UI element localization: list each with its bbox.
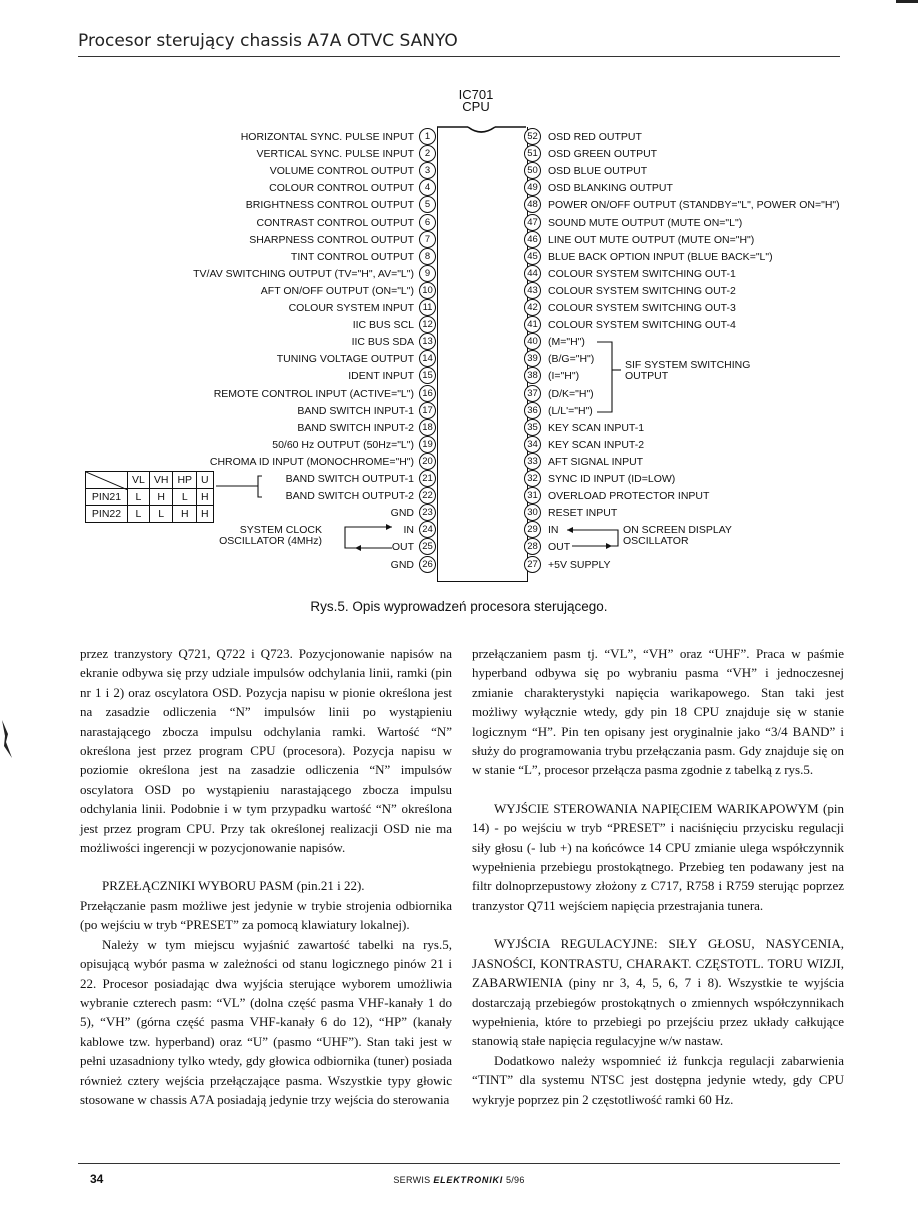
pin-number: 52: [524, 128, 541, 145]
ic-label: IC701: [458, 87, 494, 102]
pin-label: KEY SCAN INPUT-1: [548, 421, 645, 434]
pin-label: IIC BUS SCL: [352, 319, 414, 332]
left-text-column: [80, 644, 452, 1109]
pin-number: 23: [419, 504, 436, 521]
pin-number: 2: [419, 145, 436, 162]
pin-label: TV/AV SWITCHING OUTPUT (TV="H", AV="L"): [193, 267, 414, 280]
pin-number: 38: [524, 367, 541, 384]
table-header: VH: [149, 472, 173, 489]
pin-label: IN: [403, 524, 414, 537]
paragraph: Należy w tym miejscu wyjaśnić zawartość tabelki na rys.5, opisującą wybór pasma w zależności od stanu logicznego pinów 21 i 22. Procesor posiadając dwa wyjścia sterujące wyborem umożliwia wybranie czterech pasm: “VL” (dolna część pasma VHF-kanały 1 do 5), “VH” (górna część pasma VHF-kanały 6 do 12), “HP” (kanały kablowe tzw. hyperband) oraz “U” (pasmo “UHF”). Stan taki jest w pełni uzasadniony tylko wtedy, gdy głowica odbiornika (tuner) posiada również cztery wejścia przełączające pasma. Wszystkie typy głowic stosowane w chassis A7A posiadają jedynie trzy wejścia do sterowania: [80, 936, 452, 1107]
table-cell: H: [149, 489, 173, 506]
pin-number: 45: [524, 248, 541, 265]
system-clock-label-2: OSCILLATOR (4MHz): [219, 535, 322, 547]
table-row-pin: PIN22: [86, 506, 128, 523]
pin-label: IIC BUS SDA: [351, 336, 414, 349]
pin-number: 46: [524, 231, 541, 248]
pin-number: 14: [419, 350, 436, 367]
pin-label: (I="H"): [548, 370, 580, 383]
pin-label: TINT CONTROL OUTPUT: [290, 250, 414, 263]
pin-number: 29: [524, 521, 541, 538]
pin-number: 40: [524, 333, 541, 350]
magazine-issue: 5/96: [505, 1175, 525, 1185]
pin-label: OSD BLUE OUTPUT: [548, 165, 648, 178]
section-heading: PRZEŁĄCZNIKI WYBORU PASM (pin.21 i 22).: [102, 878, 365, 894]
pin-label: COLOUR CONTROL OUTPUT: [269, 182, 414, 195]
pin-label: GND: [390, 558, 414, 571]
pin-number: 28: [524, 538, 541, 555]
band-selection-table: [85, 471, 214, 523]
sif-group-label: SIF SYSTEM SWITCHING: [625, 359, 751, 371]
table-corner-cell: [86, 472, 128, 489]
pin-number: 33: [524, 453, 541, 470]
pin-label: OSD GREEN OUTPUT: [548, 148, 658, 161]
pin-number: 13: [419, 333, 436, 350]
table-header: U: [197, 472, 214, 489]
pin-number: 11: [419, 299, 436, 316]
pin-label: TUNING VOLTAGE OUTPUT: [276, 353, 414, 366]
pin-number: 8: [419, 248, 436, 265]
magazine-name: ELEKTRONIKI: [433, 1175, 504, 1185]
pin-label: IDENT INPUT: [348, 370, 414, 383]
pin-number: 6: [419, 214, 436, 231]
pin-label: CHROMA ID INPUT (MONOCHROME="H"): [209, 455, 414, 468]
system-clock-label: SYSTEM CLOCK: [239, 524, 322, 536]
table-cell: L: [128, 489, 150, 506]
paragraph: Dodatkowo należy wspomnieć iż funkcja regulacji zabarwienia “TINT” dla systemu NTSC jest dostępna jedynie wtedy, gdy CPU wykryje poprzez pin 2 częstotliwość ramki 60 Hz.: [472, 1052, 844, 1107]
pin-label: COLOUR SYSTEM SWITCHING OUT-2: [548, 284, 736, 297]
pin-label: COLOUR SYSTEM SWITCHING OUT-4: [548, 319, 736, 332]
pin-label: LINE OUT MUTE OUTPUT (MUTE ON="H"): [548, 233, 755, 246]
pin-label: OSD BLANKING OUTPUT: [548, 182, 673, 195]
table-row: [86, 489, 214, 506]
paragraph: WYJŚCIA REGULACYJNE: SIŁY GŁOSU, NASYCENIA, JASNOŚCI, KONTRASTU, CHARAKT. CZĘSTOTL. TORU WIZJI, ZABARWIENIA (piny nr 3, 4, 5, 6, 7 i 8). Wszystkie te wyjścia dostarczają przebiegów prostokątnych o zmiennych współczynnikach wypełnienia, które to przebiegi po przejściu przez układy całkujące stanowią stałe napięcia regulacyjne w/w nastaw.: [472, 936, 844, 1049]
pin-number: 7: [419, 231, 436, 248]
pin-label: GND: [390, 507, 414, 520]
pin-label: COLOUR SYSTEM SWITCHING OUT-1: [548, 267, 736, 280]
pin-number: 37: [524, 385, 541, 402]
ic-sublabel: CPU: [462, 99, 490, 114]
paragraph: WYJŚCIE STEROWANIA NAPIĘCIEM WARIKAPOWYM (pin 14) - po wejściu w tryb “PRESET” i naciśnięciu przycisku regulacji siły głosu (- lub +) na końcówce 14 CPU zmianie ulega współczynnik wypełnienia przebiegu prostokątnego. Przebieg ten podawany jest na filtr dolnoprzepustowy złożony z C717, R758 i R759 sterując poprzez tranzystor Q711 wejściem napięcia przestrajania tunera.: [472, 800, 844, 913]
diagonal-line-icon: [86, 472, 128, 490]
pin-number: 9: [419, 265, 436, 282]
pin-number: 21: [419, 470, 436, 487]
pin-label: BAND SWITCH INPUT-2: [297, 421, 414, 434]
table-cell: L: [128, 506, 150, 523]
footer-rule: [78, 1163, 840, 1164]
page-header-title: Procesor sterujący chassis A7A OTVC SANYO: [78, 31, 458, 51]
pin-label: COLOUR SYSTEM INPUT: [288, 302, 414, 314]
pin-number: 32: [524, 470, 541, 487]
pin-number: 44: [524, 265, 541, 282]
pin-label: +5V SUPPLY: [548, 558, 611, 571]
pin-number: 43: [524, 282, 541, 299]
pin-label: BLUE BACK OPTION INPUT (BLUE BACK="L"): [548, 250, 773, 263]
table-cell: H: [173, 506, 197, 523]
pin-label: BAND SWITCH OUTPUT-1: [285, 473, 414, 485]
paragraph: Przełączanie pasm możliwe jest jedynie w trybie strojenia odbiornika (po wejściu w tryb “PRESET” za pomocą klawiatury lokalnej).: [80, 897, 452, 933]
pin-number: 30: [524, 504, 541, 521]
pin-number: 5: [419, 196, 436, 213]
sif-group-label-2: OUTPUT: [625, 370, 669, 382]
pin-number: 41: [524, 316, 541, 333]
pin-label: POWER ON/OFF OUTPUT (STANDBY="L", POWER ON="H"): [548, 199, 840, 212]
pin-label: OSD RED OUTPUT: [548, 131, 642, 143]
pin-number: 4: [419, 179, 436, 196]
pin-number: 12: [419, 316, 436, 333]
pin-number: 36: [524, 402, 541, 419]
pin-label: REMOTE CONTROL INPUT (ACTIVE="L"): [213, 387, 414, 400]
pin-label: OVERLOAD PROTECTOR INPUT: [548, 490, 710, 503]
pin-number: 10: [419, 282, 436, 299]
table-cell: L: [173, 489, 197, 506]
table-header: HP: [173, 472, 197, 489]
pin-number: 39: [524, 350, 541, 367]
pin-label: COLOUR SYSTEM SWITCHING OUT-3: [548, 302, 736, 314]
pin-number: 16: [419, 385, 436, 402]
pin-number: 35: [524, 419, 541, 436]
pin-label: AFT ON/OFF OUTPUT (ON="L"): [260, 284, 414, 297]
pin-number: 3: [419, 162, 436, 179]
pin-label: (B/G="H"): [548, 353, 595, 366]
pin-label: IN: [548, 524, 559, 537]
pin-label: BRIGHTNESS CONTROL OUTPUT: [245, 199, 414, 212]
pin-label: VERTICAL SYNC. PULSE INPUT: [256, 148, 414, 161]
pin-label: SOUND MUTE OUTPUT (MUTE ON="L"): [548, 216, 743, 229]
pin-number: 26: [419, 556, 436, 573]
pin-label: OUT: [548, 541, 571, 554]
pin-number: 50: [524, 162, 541, 179]
right-text-column: [472, 644, 844, 1109]
pin-number: 20: [419, 453, 436, 470]
magazine-footer: [0, 1175, 918, 1185]
pin-number: 1: [419, 128, 436, 145]
pin-number: 49: [524, 179, 541, 196]
table-row-pin: PIN21: [86, 489, 128, 506]
table-row: [86, 506, 214, 523]
pin-number: 47: [524, 214, 541, 231]
pin-number: 17: [419, 402, 436, 419]
page-number: 34: [90, 1172, 104, 1186]
pin-label: BAND SWITCH INPUT-1: [297, 404, 414, 417]
pin-label: SHARPNESS CONTROL OUTPUT: [249, 233, 414, 246]
pin-number: 19: [419, 436, 436, 453]
table-cell: H: [197, 489, 214, 506]
pin-label: 50/60 Hz OUTPUT (50Hz="L"): [272, 438, 414, 451]
table-header-row: [86, 472, 214, 489]
pin-label: OUT: [391, 541, 414, 554]
pin-label: HORIZONTAL SYNC. PULSE INPUT: [240, 131, 414, 143]
pin-number: 48: [524, 196, 541, 213]
table-cell: L: [149, 506, 173, 523]
pin-label: (D/K="H"): [548, 387, 594, 400]
pin-number: 24: [419, 521, 436, 538]
pin-number: 25: [419, 538, 436, 555]
pin-number: 51: [524, 145, 541, 162]
pin-number: 27: [524, 556, 541, 573]
pin-number: 22: [419, 487, 436, 504]
pin-label: CONTRAST CONTROL OUTPUT: [256, 216, 414, 229]
osd-oscillator-label-2: OSCILLATOR: [623, 535, 689, 547]
pin-number: 34: [524, 436, 541, 453]
magazine-prefix: SERWIS: [393, 1175, 431, 1185]
pin-label: AFT SIGNAL INPUT: [548, 455, 644, 468]
pin-number: 18: [419, 419, 436, 436]
paragraph: przez tranzystory Q721, Q722 i Q723. Pozycjonowanie napisów na ekranie odbywa się przy udziale impulsów odchylania linii, ramki (pin nr 1 i 2) oraz oscylatora OSD. Pozycja napisu w pionie określona jest na zasadzie odliczenia “N” impulsów linii po wystąpieniu narastającego zbocza impulsu odchylania ramki. Wartość “N” określona jest przez program CPU (procesora). Pozycja napisu w poziomie określona jest na zasadzie odliczenia “N” impulsów oscylatora OSD po wystąpieniu narastającego zbocza impulsu odchylania linii. Podobnie i w tym przypadku wartość “N” określona jest przez program CPU. Przy tak określonej realizacji OSD nie ma możliwości ingerencji w pozycjonowanie napisów.: [80, 646, 452, 856]
table-cell: H: [197, 506, 214, 523]
pin-label: SYNC ID INPUT (ID=LOW): [548, 473, 676, 485]
pin-label: BAND SWITCH OUTPUT-2: [285, 490, 414, 503]
pin-label: KEY SCAN INPUT-2: [548, 438, 645, 451]
pin-label: (L/L'="H"): [548, 404, 593, 417]
pin-number: 42: [524, 299, 541, 316]
osd-oscillator-label: ON SCREEN DISPLAY: [623, 524, 732, 536]
pin-number: 31: [524, 487, 541, 504]
scan-artifact: [0, 720, 14, 760]
figure-caption: Rys.5. Opis wyprowadzeń procesora sterującego.: [310, 599, 608, 614]
pin-label: (M="H"): [548, 336, 585, 349]
table-header: VL: [128, 472, 150, 489]
paragraph: przełączaniem pasm tj. “VL”, “VH” oraz “UHF”. Praca w paśmie hyperband odbywa się po wybraniu pasma “VH” i jednoczesnej zmianie charakterystyki napięcia warikapowego. Stan taki jest możliwy wyłącznie wtedy, gdy pin 18 CPU znajduje się w stanie logicznym “H”. Pin ten opisany jest oryginalnie jako “3/4 BAND” i służy do programowania trybu przełączania pasm. Gdy znajduje się on w stanie “L”, procesor przełącza pasma zgodnie z tabelką z rys.5.: [472, 646, 844, 778]
pin-number: 15: [419, 367, 436, 384]
pin-label: RESET INPUT: [548, 507, 618, 520]
pin-label: VOLUME CONTROL OUTPUT: [269, 165, 414, 178]
